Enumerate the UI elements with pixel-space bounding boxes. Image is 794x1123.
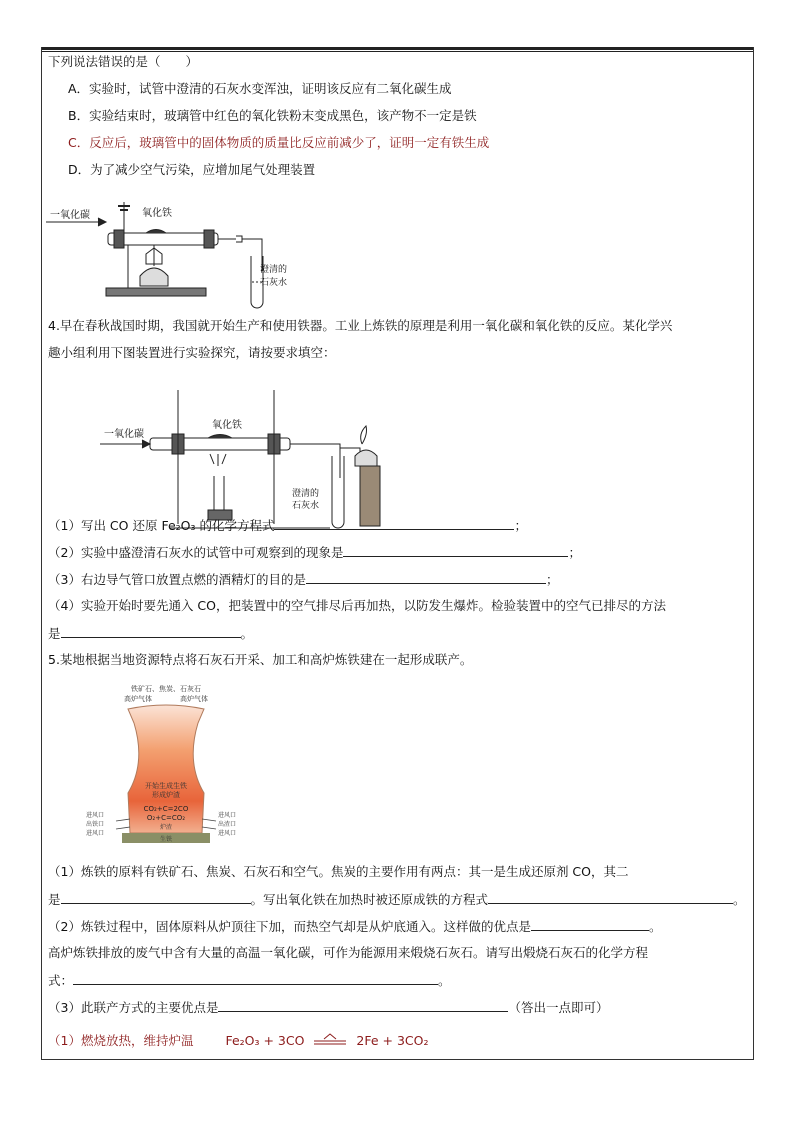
q5-center-label-2: 形成炉渣 <box>152 791 180 799</box>
q3-iron-oxide-powder <box>146 230 166 234</box>
q4-intro-line-1: 4.早在春秋战国时期，我国就开始生产和使用铁器。工业上炼铁的原理是利用一氧化碳和氧化铁的反应。某化学兴 <box>48 318 673 333</box>
q4-part-1-text: （1）写出 CO 还原 Fe₂O₃ 的化学方程式 <box>48 518 275 533</box>
q4-flame <box>210 454 226 466</box>
q5-right-slag-outlet: 出渣口 <box>218 821 237 828</box>
q5-part-1-blank-a[interactable] <box>61 891 251 904</box>
q4-part-3-blank[interactable] <box>306 571 546 584</box>
q4-part-2-blank[interactable] <box>343 544 568 557</box>
q4-part-2-text: （2）实验中盛澄清石灰水的试管中可观察到的现象是 <box>48 545 344 560</box>
q3-lime-label-1: 澄清的 <box>260 265 288 275</box>
q5-part-3-blank[interactable] <box>218 999 508 1012</box>
q5-part-1-line-1: （1）炼铁的原料有铁矿石、焦炭、石灰石和空气。焦炭的主要作用有两点：其一是生成还原剂 CO，其二 <box>48 864 629 879</box>
q4-part-1: （1）写出 CO 还原 Fe₂O₃ 的化学方程式 ； <box>48 518 527 533</box>
q3-option-c: C．反应后，玻璃管中的固体物质的质量比反应前减少了，证明一定有铁生成 <box>68 135 490 150</box>
q5-intro: 5.某地根据当地资源特点将石灰石开采、加工和高炉炼铁建在一起形成联产。 <box>48 652 473 667</box>
answer-eq-right: 2Fe + 3CO₂ <box>356 1033 429 1048</box>
q4-part-3-text: （3）右边导气管口放置点燃的酒精灯的目的是 <box>48 572 306 587</box>
q3-option-b: B．实验结束时，玻璃管中红色的氧化铁粉末变成黑色，该产物不一定是铁 <box>68 108 477 123</box>
q3-alcohol-lamp <box>140 268 168 286</box>
q5-part-2-line-1: （2）炼铁过程中，固体原料从炉顶往下加，而热空气却是从炉底通入。这样做的优点是 。 <box>48 919 662 934</box>
q4-lime-label-1: 澄清的 <box>292 489 320 499</box>
q5-left-air-1: 进风口 <box>86 812 105 819</box>
q3-iron-stand-base <box>106 288 206 296</box>
answer-eq-left: Fe₂O₃ + 3CO <box>225 1033 305 1048</box>
q5-part-1-blank-b[interactable] <box>488 891 733 904</box>
q5-part-2-line-2: 高炉炼铁排放的废气中含有大量的高温一氧化碳，可作为能源用来煅烧石灰石。请写出煅烧石灰石的化学方程 <box>48 945 649 960</box>
q5-left-iron-outlet: 出铁口 <box>86 821 105 828</box>
q4-part-4-line-1: （4）实验开始时要先通入 CO，把装置中的空气排尽后再加热，以防发生爆炸。检验装置中的空气已排尽的方法 <box>48 598 666 613</box>
heat-condition-mark <box>312 1033 348 1047</box>
q4-apparatus-figure <box>100 384 400 532</box>
q5-eq-2: O₂+C=CO₂ <box>146 814 186 822</box>
q5-part-3: （3）此联产方式的主要优点是 （答出一点即可） <box>48 1000 609 1015</box>
q5-slag-label: 炉渣 <box>159 824 173 831</box>
q3-stopper-right <box>204 230 214 248</box>
q3-option-a: A．实验时，试管中澄清的石灰水变浑浊，证明该反应有二氧化碳生成 <box>68 81 452 96</box>
q3-fe2o3-label: 氧化铁 <box>142 208 172 219</box>
q3-rubber-connector <box>218 236 242 242</box>
q4-part-1-blank[interactable] <box>274 517 514 530</box>
q4-co-label: 一氧化碳 <box>104 429 144 440</box>
q5-part-2-line-3: 式： 。 <box>48 973 451 988</box>
q5-gas-label-right: 高炉气体 <box>180 695 208 703</box>
answer-line <box>48 1033 429 1049</box>
q5-iron-label: 生铁 <box>159 836 173 843</box>
q5-right-air-2: 进风口 <box>218 830 237 837</box>
q5-top-label: 铁矿石、焦炭、石灰石 <box>131 685 201 693</box>
q4-fe2o3-label: 氧化铁 <box>212 420 242 431</box>
q5-part-2-blank-a[interactable] <box>531 918 649 931</box>
q3-delivery-tube <box>242 239 262 271</box>
q3-lime-label-2: 石灰水 <box>260 278 288 288</box>
q4-part-2: （2）实验中盛澄清石灰水的试管中可观察到的现象是 ； <box>48 545 581 560</box>
q4-part-3: （3）右边导气管口放置点燃的酒精灯的目的是 ； <box>48 572 559 587</box>
q5-eq-1: CO₂+C=2CO <box>143 805 189 813</box>
q3-co-arrowhead <box>98 218 106 226</box>
q5-part-1-line-2: 是 。写出氧化铁在加热时被还原成铁的方程式 。 <box>48 892 746 907</box>
q3-co-label: 一氧化碳 <box>50 210 90 221</box>
q3-stem: 下列说法错误的是（ ） <box>48 54 199 69</box>
q3-apparatus-figure <box>46 196 288 308</box>
q4-lime-label-2: 石灰水 <box>292 501 320 511</box>
q5-center-label-1: 开始生成生铁 <box>145 782 187 790</box>
q4-iron-oxide-powder <box>208 435 232 439</box>
q5-right-air-1: 进风口 <box>218 812 237 819</box>
q3-option-d: D．为了减少空气污染，应增加尾气处理装置 <box>68 162 316 177</box>
q4-intro-line-2: 趣小组利用下图装置进行实验探究，请按要求填空： <box>48 345 336 360</box>
q3-stopper-left <box>114 230 124 248</box>
q4-part-4-blank[interactable] <box>61 625 241 638</box>
q4-alcohol-lamp <box>355 450 377 466</box>
answer-text: （1）燃烧放热，维持炉温 <box>48 1033 194 1048</box>
q5-blast-furnace-figure <box>86 683 246 853</box>
q4-burner-flame <box>361 426 367 444</box>
q4-part-4-line-2: 是 。 <box>48 626 254 641</box>
q5-left-air-2: 进风口 <box>86 830 105 837</box>
q5-part-2-blank-b[interactable] <box>73 972 438 985</box>
q5-gas-label-left: 高炉气体 <box>124 695 152 703</box>
